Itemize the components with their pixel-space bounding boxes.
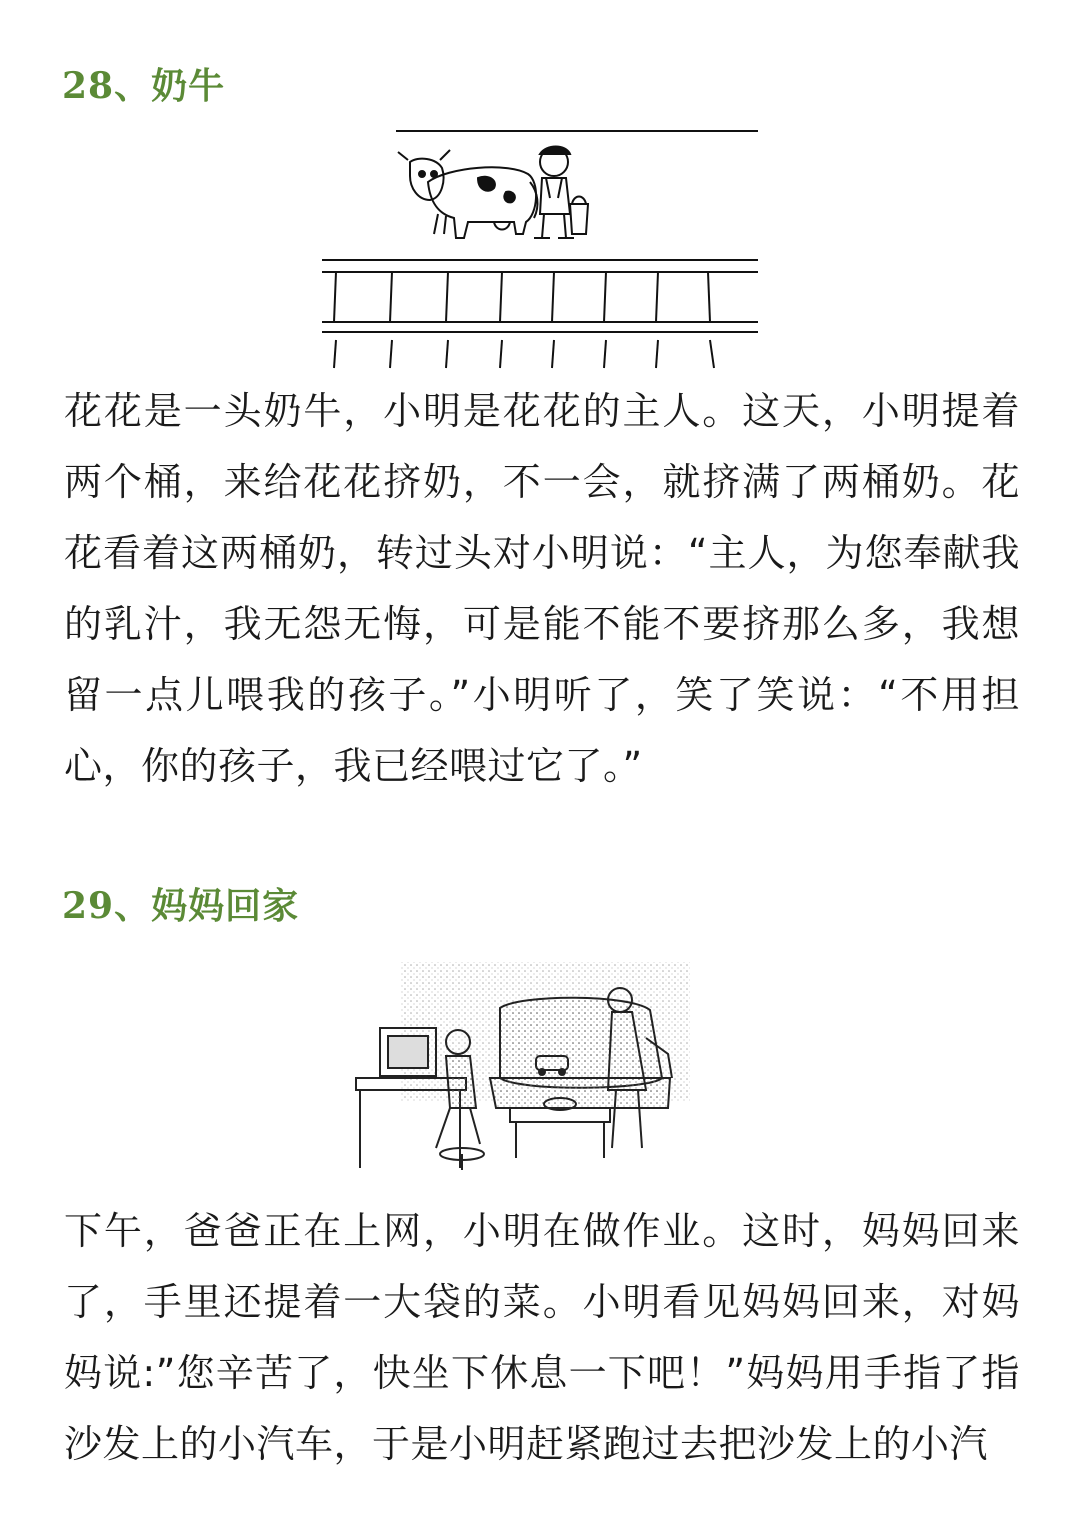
section-29-heading: 29、妈妈回家 (62, 885, 300, 927)
living-room-family-illustration (350, 958, 694, 1190)
section-29-paragraph: 下午，爸爸正在上网，小明在做作业。这时，妈妈回来了，手里还提着一大袋的菜。小明看见妈妈回来，对妈妈说:”您辛苦了，快坐下休息一下吧！”妈妈用手指了指沙发上的小汽车，于是小明赶紧跑过去把沙发上的小汽 (64, 1209, 1020, 1466)
cow-and-farmer-illustration (318, 122, 762, 372)
section-28-heading: 28、奶牛 (62, 65, 226, 107)
section-28-paragraph: 花花是一头奶牛，小明是花花的主人。这天，小明提着两个桶，来给花花挤奶，不一会，就挤满了两桶奶。花花看着这两桶奶，转过头对小明说：“主人，为您奉献我的乳汁，我无怨无悔，可是能不能不要挤那么多，我想留一点儿喂我的孩子。”小明听了，笑了笑说：“不用担心，你的孩子，我已经喂过它了。” (64, 389, 1020, 788)
